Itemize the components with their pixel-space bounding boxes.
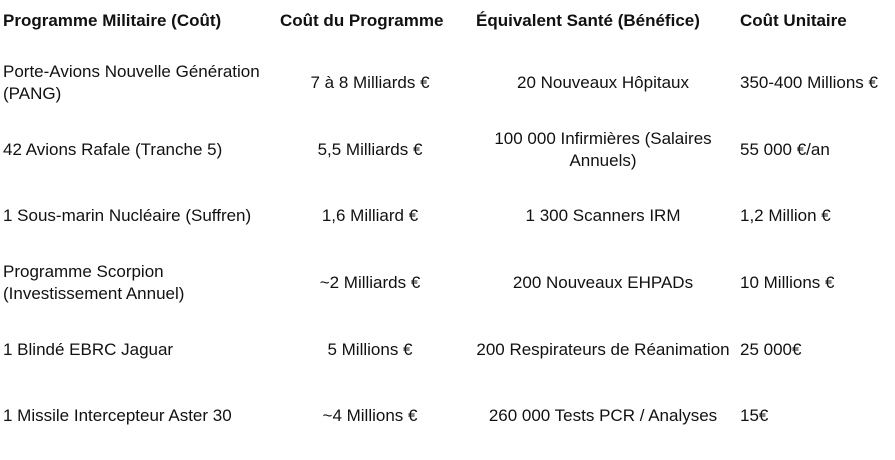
cell-health-equivalent: 20 Nouveaux Hôpitaux xyxy=(516,73,689,92)
cell-military-program: 1 Missile Intercepteur Aster 30 xyxy=(3,406,232,425)
cell-unit-cost: 1,2 Million € xyxy=(740,206,831,225)
cell-health-equivalent: 1 300 Scanners IRM xyxy=(525,206,681,225)
table-row xyxy=(0,388,895,444)
cell-unit-cost: 25 000€ xyxy=(740,340,802,359)
cell-military-program: 1 Blindé EBRC Jaguar xyxy=(3,340,174,359)
cell-program-cost: 5 Millions € xyxy=(327,340,413,359)
header-military-program: Programme Militaire (Coût) xyxy=(3,11,222,30)
cell-health-equivalent: 100 000 Infirmières (Salaires Annuels) xyxy=(494,129,712,170)
cell-program-cost: 7 à 8 Milliards € xyxy=(310,73,430,92)
cell-program-cost: 5,5 Milliards € xyxy=(317,140,423,159)
table-row xyxy=(0,122,895,178)
table-row xyxy=(0,322,895,378)
header-health-equivalent: Équivalent Santé (Bénéfice) xyxy=(476,11,700,30)
cell-military-program: 42 Avions Rafale (Tranche 5) xyxy=(3,140,223,159)
table-row xyxy=(0,255,895,311)
header-program-cost: Coût du Programme xyxy=(280,11,444,30)
cell-military-program: 1 Sous-marin Nucléaire (Suffren) xyxy=(3,206,252,225)
table-row xyxy=(0,188,895,244)
cell-program-cost: ~2 Milliards € xyxy=(319,273,421,292)
cell-unit-cost: 10 Millions € xyxy=(740,273,835,292)
cell-unit-cost: 55 000 €/an xyxy=(740,140,830,159)
cell-program-cost: ~4 Millions € xyxy=(322,406,418,425)
cell-unit-cost: 350-400 Millions € xyxy=(740,73,878,92)
cell-health-equivalent: 200 Nouveaux EHPADs xyxy=(512,273,694,292)
header-unit-cost: Coût Unitaire xyxy=(740,11,847,30)
cell-health-equivalent: 260 000 Tests PCR / Analyses xyxy=(488,406,718,425)
cell-program-cost: 1,6 Milliard € xyxy=(321,206,419,225)
cell-health-equivalent: 200 Respirateurs de Réanimation xyxy=(476,340,730,359)
cell-military-program: Programme Scorpion (Investissement Annuel) xyxy=(3,262,185,303)
cell-unit-cost: 15€ xyxy=(740,406,769,425)
table-row xyxy=(0,55,895,111)
cell-military-program: Porte-Avions Nouvelle Génération (PANG) xyxy=(3,62,260,103)
